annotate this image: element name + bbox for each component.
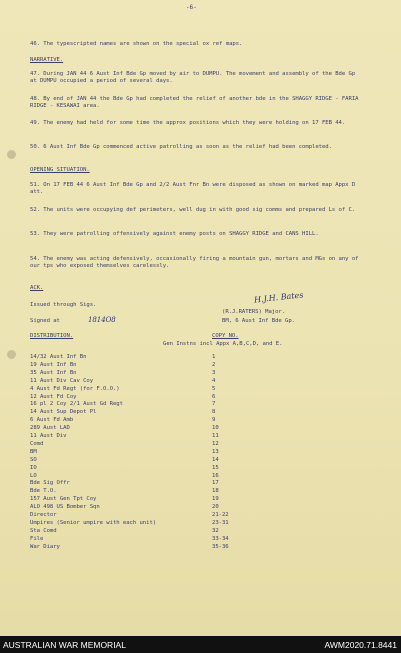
- distribution-copy-number: 6: [212, 393, 216, 400]
- distribution-copy-number: 5: [212, 385, 216, 392]
- distribution-copy-number: 15: [212, 464, 219, 471]
- paragraph-51: 51. On 17 FEB 44 6 Aust Inf Bde Gp and 2/2 Aust Fnr Bn were disposed as shown on marked map Appx D att.: [30, 182, 356, 195]
- distribution-recipient: 11 Aust Div: [30, 433, 67, 439]
- footer-reference: AWM2020.71.8441: [324, 640, 397, 650]
- distribution-copy-number: 7: [212, 401, 216, 408]
- distribution-recipient: LO: [30, 472, 37, 479]
- distribution-recipient: Umpires (Senior umpire with each unit): [30, 519, 157, 526]
- copy-no-label: COPY NO.: [212, 333, 239, 339]
- distribution-recipient: 14 Aust Sup Depot Pl: [30, 409, 97, 416]
- distribution-copy-number: 33-34: [212, 535, 229, 542]
- paragraph-50: 50. 6 Aust Inf Bde Gp commenced active patrolling as soon as the relief had been completed.: [30, 144, 332, 150]
- distribution-copy-number: 1: [212, 354, 216, 360]
- distribution-recipient: Comd: [30, 440, 44, 447]
- distribution-copy-number: 12: [212, 440, 219, 447]
- distribution-recipient: 157 Aust Gen Tpt Coy: [30, 496, 97, 503]
- distribution-recipient: File: [30, 535, 44, 542]
- distribution-copy-number: 11: [212, 433, 219, 439]
- archive-footer: [0, 636, 401, 653]
- heading-distribution: DISTRIBUTION.: [30, 333, 74, 339]
- distribution-recipient: Director: [30, 512, 57, 518]
- punch-hole: [7, 150, 16, 159]
- distribution-copy-number: 13: [212, 448, 219, 455]
- distribution-copy-number: 2: [212, 361, 216, 368]
- distribution-recipient: ALO 498 US Bomber Sqn: [30, 504, 100, 511]
- distribution-recipient: 12 Aust Fd Coy: [30, 393, 77, 400]
- signed-label: Signed at: [30, 318, 60, 324]
- distribution-recipient: 6 Aust Fd Amb: [30, 417, 74, 424]
- distribution-recipient: BM: [30, 448, 37, 455]
- punch-hole: [7, 350, 16, 359]
- distribution-recipient: War Diary: [30, 543, 60, 550]
- heading-ack: ACK.: [30, 285, 44, 291]
- distribution-copy-number: 14: [212, 456, 219, 463]
- paragraph-49: 49. The enemy had held for some time the approx positions which they were holding on 17 FEB 44.: [30, 120, 346, 126]
- distribution-copy-number: 19: [212, 496, 219, 503]
- distribution-recipient: Bde Sig Offr: [30, 480, 70, 487]
- distribution-recipient: Bde T.O.: [30, 488, 57, 495]
- distribution-recipient: Sta Comd: [30, 527, 57, 534]
- distribution-recipient: 35 Aust Inf Bn: [30, 369, 77, 376]
- distribution-recipient: 11 Aust Div Cav Coy: [30, 377, 94, 384]
- signature: H.J.H. Bates: [253, 290, 304, 305]
- paragraph-52: 52. The units were occupying def perimeters, well dug in with good sig comms and prepared Ls of C.: [30, 207, 356, 213]
- distribution-copy-number: 16: [212, 472, 219, 479]
- signatory-name: (R.J.RATERS) Major.: [222, 309, 286, 315]
- distribution-copy-number: 20: [212, 504, 219, 511]
- distribution-copy-number: 17: [212, 480, 219, 487]
- issued-line: Issued through Sigs.: [30, 302, 97, 308]
- signatory-unit: BM, 6 Aust Inf Bde Gp.: [222, 318, 295, 324]
- distribution-recipient: 289 Aust LAD: [30, 425, 70, 432]
- distribution-copy-number: 3: [212, 369, 216, 376]
- signed-time: 1814O8: [88, 316, 116, 324]
- distribution-recipient: 14/32 Aust Inf Bn: [30, 354, 87, 360]
- paragraph-54: 54. The enemy was acting defensively, occasionally firing a mountain gun, mortars and MGs on any of our tps who exposed themselves carelessly.: [30, 256, 359, 269]
- general-instructions: Gen Instns incl Appx A,B,C,D, and E.: [163, 341, 283, 347]
- distribution-recipient: 4 Aust Fd Regt (for F.O.O.): [30, 385, 120, 392]
- distribution-recipient: SO: [30, 456, 37, 463]
- heading-opening-situation: OPENING SITUATION.: [30, 167, 90, 173]
- distribution-copy-number: 10: [212, 425, 219, 432]
- distribution-copy-number: 18: [212, 488, 219, 495]
- distribution-copy-number: 23-31: [212, 519, 229, 526]
- distribution-copy-number: 4: [212, 377, 216, 384]
- page-number: -6-: [186, 4, 197, 11]
- distribution-recipient: IO: [30, 464, 37, 471]
- distribution-recipient: 16 pl 2 Coy 2/1 Aust Gd Regt: [30, 401, 123, 408]
- paragraph-47: 47. During JAN 44 6 Aust Inf Bde Gp moved by air to DUMPU. The movement and assembly of the Bde Gp at DUMPU occupied a period of several days.: [30, 71, 356, 84]
- distribution-recipient: 19 Aust Inf Bn: [30, 361, 77, 368]
- distribution-copy-number: 8: [212, 409, 216, 416]
- distribution-copy-number: 35-36: [212, 543, 229, 550]
- distribution-copy-number: 9: [212, 417, 216, 424]
- paragraph-46: 46. The typescripted names are shown on the special ox ref maps.: [30, 41, 243, 47]
- distribution-copy-number: 32: [212, 527, 219, 534]
- distribution-copy-number: 21-22: [212, 512, 229, 518]
- paragraph-48: 48. By end of JAN 44 the Bde Gp had completed the relief of another bde in the SHAGGY RIDGE - FARIA RIDGE - KESAWAI area.: [30, 96, 359, 109]
- footer-archive-name: AUSTRALIAN WAR MEMORIAL: [3, 640, 126, 650]
- paragraph-53: 53. They were patrolling offensively against enemy posts on SHAGGY RIDGE and CANS HILL.: [30, 231, 319, 237]
- heading-narrative: NARRATIVE.: [30, 57, 64, 63]
